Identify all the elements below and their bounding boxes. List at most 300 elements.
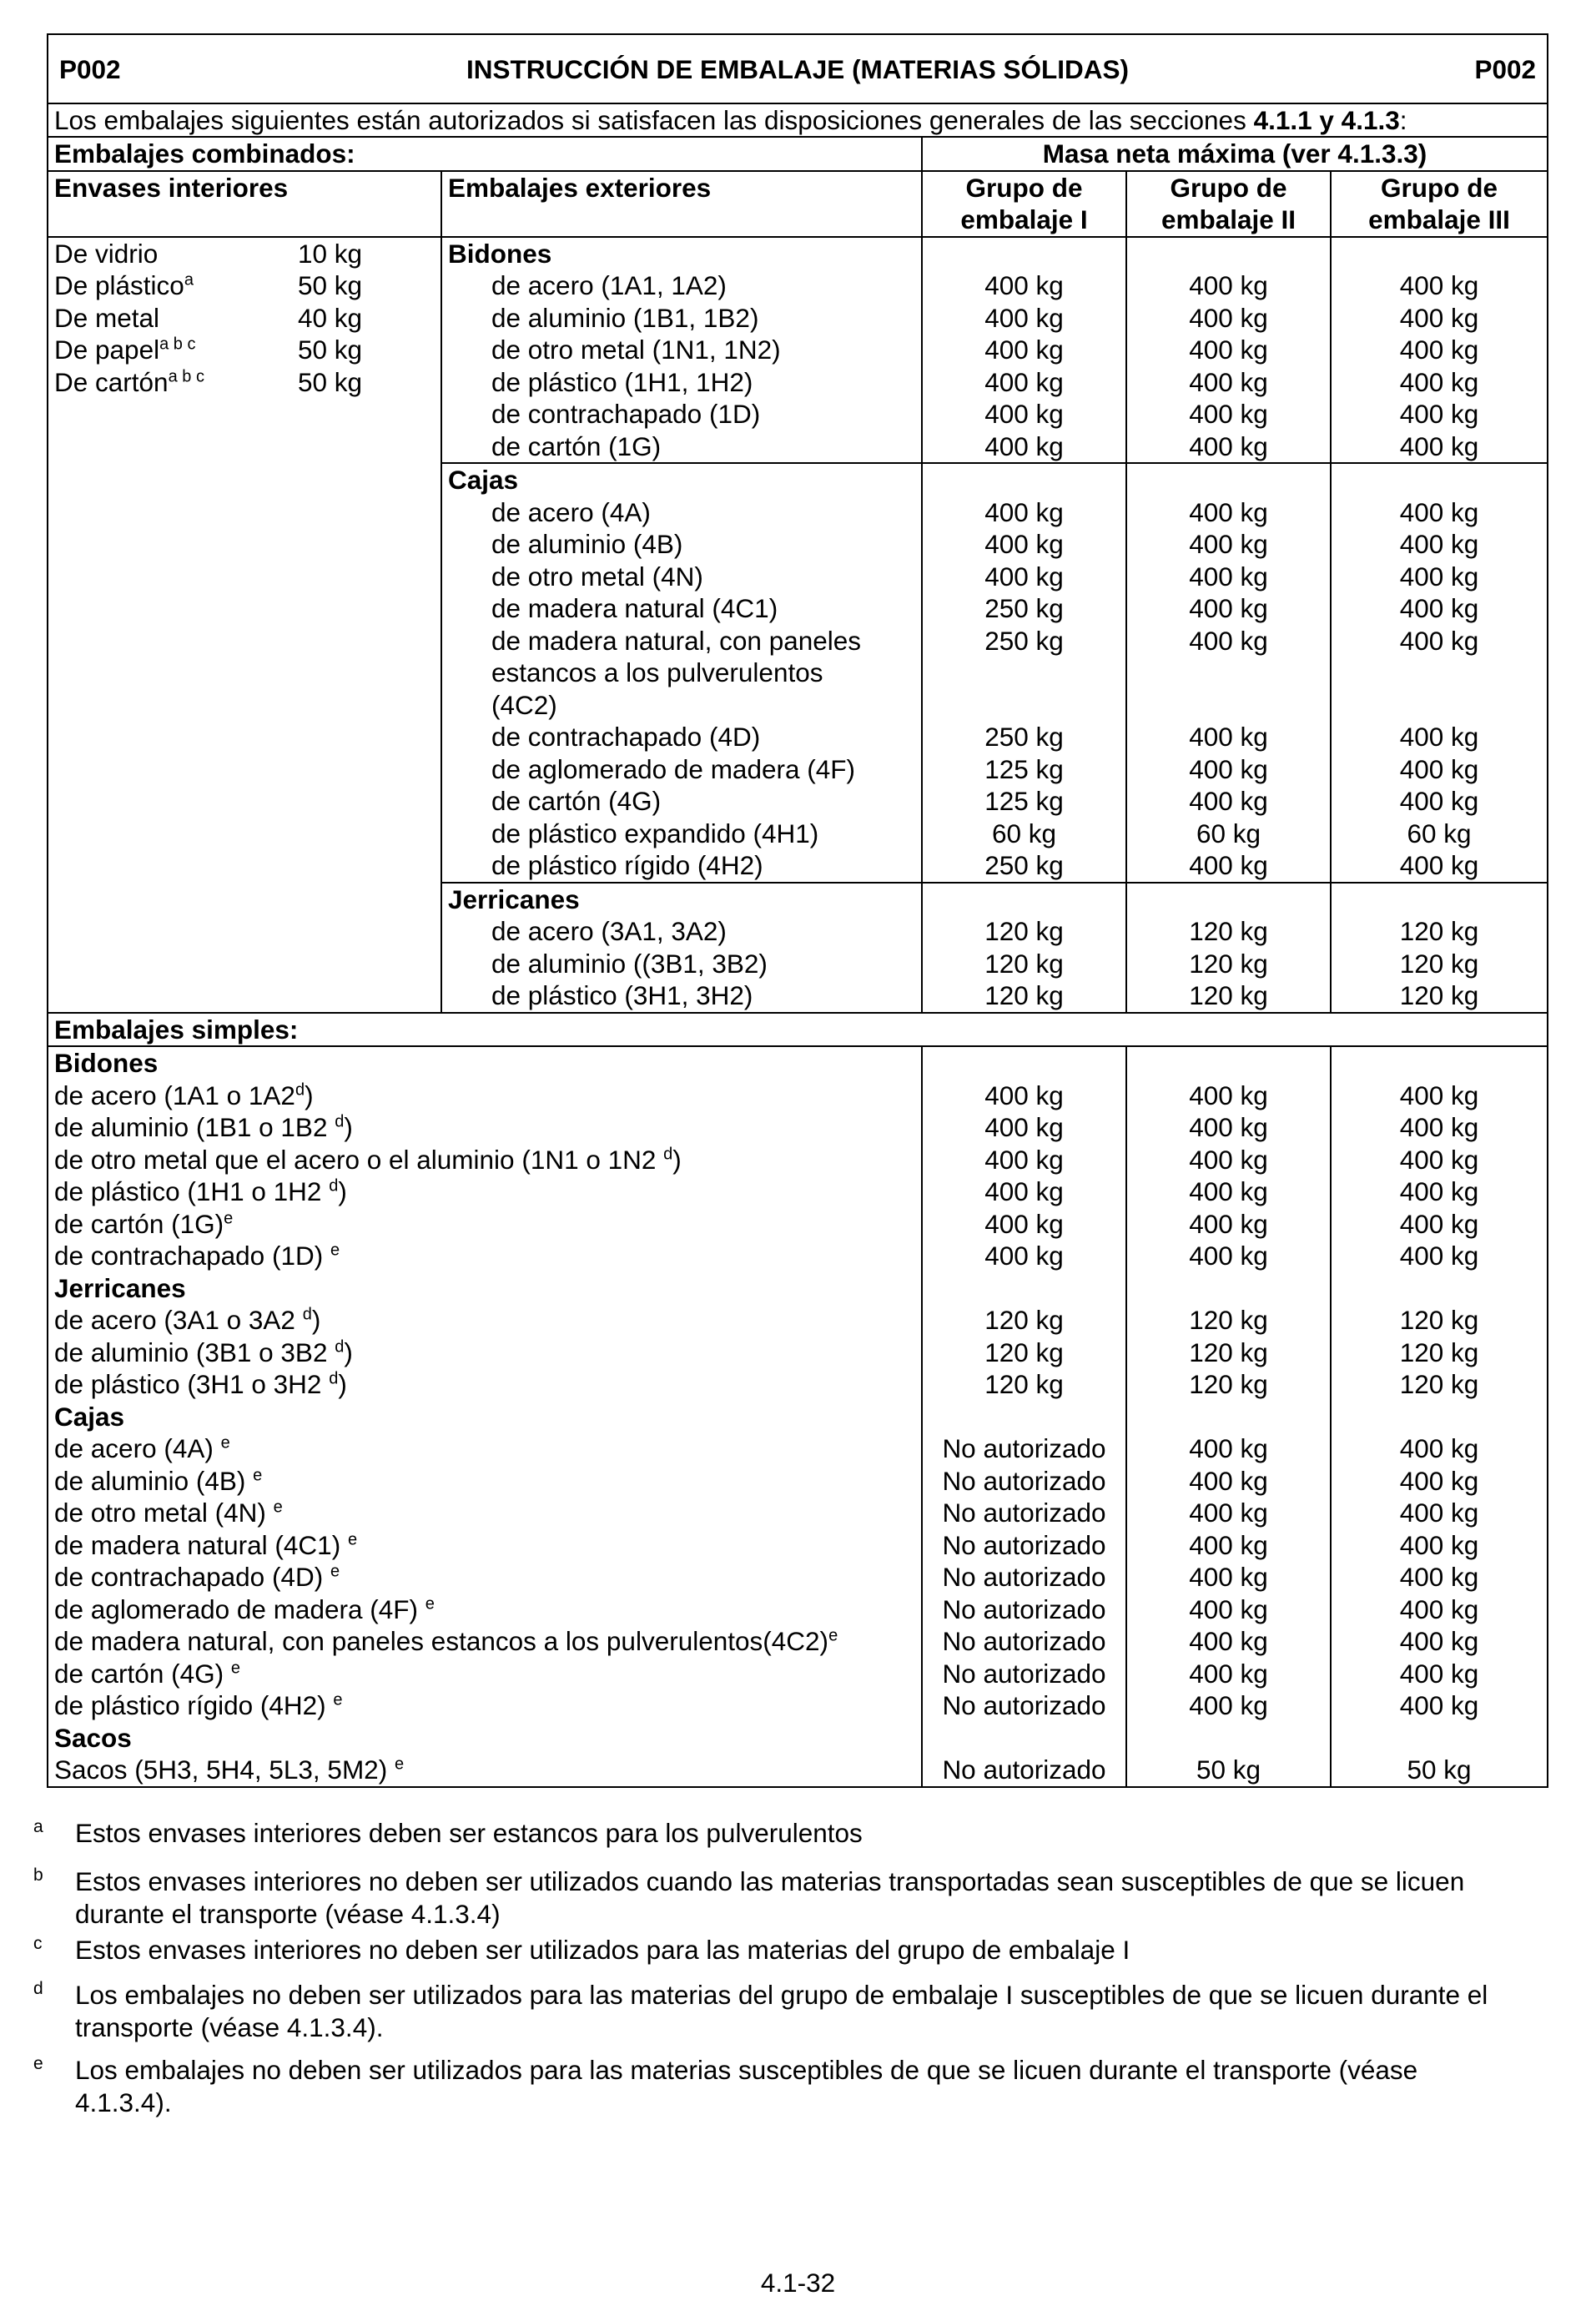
packing-group-value: No autorizado [942, 1465, 1106, 1496]
spacer [929, 1047, 1120, 1080]
intro-text: Los embalajes siguientes están autorizados si satisfacen las disposiciones generales de las secciones [54, 104, 1254, 135]
header-line: Grupo de [965, 172, 1083, 203]
packing-group-value: 400 kg [1189, 1433, 1268, 1463]
header-line: embalaje II [1160, 204, 1296, 234]
spacer [1133, 1401, 1324, 1433]
footnote-text: Los embalajes no deben ser utilizados para las materias susceptibles de que se licuen durante el transporte (véase 4.1.3.4). [75, 2055, 1418, 2117]
outer-packaging-label: de contrachapado (1D) [491, 399, 761, 429]
packing-group-value: 120 kg [1189, 980, 1268, 1010]
single-label-text: de aglomerado de madera (4F) [54, 1594, 425, 1624]
packing-group-value: 400 kg [1189, 1144, 1268, 1175]
single-label-text: de contrachapado (1D) [54, 1241, 330, 1271]
packing-group-value: 400 kg [1189, 302, 1268, 333]
packing-group-2-cell [1126, 883, 1331, 1013]
packing-group-value: 120 kg [1189, 1369, 1268, 1399]
spacer [1133, 1047, 1324, 1080]
packing-group-value: 400 kg [984, 1112, 1064, 1142]
footnote-ref: e [253, 1466, 263, 1484]
packing-group-value: 120 kg [984, 980, 1064, 1010]
spacer [1133, 884, 1324, 916]
single-packaging-label [54, 1111, 915, 1144]
page-number: 4.1-32 [760, 2268, 836, 2298]
inner-name-text: De plástico [54, 270, 184, 300]
packing-group-value: 125 kg [984, 753, 1064, 784]
intro-ref-1: 4.1.1 [1253, 104, 1312, 135]
inner-packaging-name [54, 366, 298, 399]
inner-packaging-name [54, 238, 298, 270]
single-label-text: de madera natural, con paneles estancos a los pulverulentos(4C2) [54, 1626, 829, 1656]
footnote-ref: d [335, 1337, 345, 1356]
outer-packaging-label: de aglomerado de madera (4F) [491, 753, 855, 784]
single-label-text: de cartón (4G) [54, 1658, 231, 1689]
packing-group-3-cell [1331, 883, 1548, 1013]
footnote-ref: d [663, 1145, 673, 1163]
single-packaging-label [54, 1529, 915, 1562]
footnote-ref: e [224, 1209, 234, 1227]
single-label-text: de acero (3A1 o 3A2 [54, 1305, 303, 1335]
packing-group-value: 400 kg [984, 1176, 1064, 1206]
spacer [929, 464, 1120, 496]
packing-group-value: 400 kg [1399, 850, 1479, 880]
combined-heading-row [48, 137, 1548, 171]
packing-group-value: 400 kg [1189, 1080, 1268, 1110]
packing-group-value: 120 kg [1399, 1337, 1479, 1367]
packing-group-value: 120 kg [1189, 1337, 1268, 1367]
packing-group-value: 400 kg [1189, 786, 1268, 816]
spacer [1337, 1722, 1541, 1755]
packing-group-header [1126, 171, 1331, 237]
packing-group-3-cell [1331, 237, 1548, 464]
footnote-text: Estos envases interiores deben ser estancos para los pulverulentos [75, 1818, 863, 1848]
inner-packaging-mass: 10 kg [298, 238, 363, 269]
packing-group-value: 250 kg [984, 850, 1064, 880]
single-packaging-label [54, 1304, 915, 1337]
packing-group-value: 400 kg [1399, 1465, 1479, 1496]
inner-packaging-mass: 50 kg [298, 335, 363, 365]
outer-packaging-label: estancos a los pulverulentos [491, 657, 823, 687]
packing-group-value: 400 kg [984, 270, 1064, 300]
packing-group-value: 400 kg [1399, 399, 1479, 429]
spacer [1337, 464, 1541, 496]
packing-group-value: 120 kg [1399, 1305, 1479, 1335]
spacer [1337, 1272, 1541, 1305]
header-line: embalaje III [1368, 204, 1510, 234]
footnote-ref: e [230, 1659, 240, 1677]
packing-group-value: 400 kg [1189, 430, 1268, 461]
footnote-ref: d [335, 1112, 345, 1131]
single-packaging-label [54, 1368, 915, 1401]
packing-group-value: 250 kg [984, 625, 1064, 656]
packing-group-value: 400 kg [1399, 786, 1479, 816]
single-label-text: de contrachapado (4D) [54, 1562, 330, 1592]
packing-group-value: 120 kg [984, 1337, 1064, 1367]
single-packaging-label [54, 1176, 915, 1208]
inner-packaging-name [54, 302, 298, 335]
single-packaging-label [54, 1432, 915, 1465]
packing-group-value: 400 kg [1399, 1176, 1479, 1206]
single-label-suffix: ) [344, 1337, 353, 1367]
outer-packaging-label: de plástico expandido (4H1) [491, 818, 819, 848]
packing-group-value: 400 kg [1189, 1658, 1268, 1689]
outer-packaging-label: de madera natural, con paneles [491, 625, 862, 656]
packing-group-value: 400 kg [1399, 722, 1479, 752]
combined-group-row [48, 463, 1548, 883]
packing-group-value: 400 kg [984, 1241, 1064, 1271]
single-label-text: de plástico rígido (4H2) [54, 1690, 334, 1720]
outer-packaging-label: de contrachapado (4D) [491, 722, 761, 752]
single-packaging-label [54, 1144, 915, 1176]
packing-group-value: 120 kg [1399, 916, 1479, 946]
packing-group-header [1331, 171, 1548, 237]
packing-group-value: 125 kg [984, 786, 1064, 816]
packing-group-value: 400 kg [1399, 1594, 1479, 1624]
packing-group-value: 400 kg [984, 302, 1064, 333]
spacer [929, 1272, 1120, 1305]
max-mass-heading: Masa neta máxima (ver 4.1.3.3) [922, 137, 1548, 171]
packing-group-value: 400 kg [1189, 1562, 1268, 1592]
inner-name-text: De papel [54, 335, 160, 365]
packing-group-value: 120 kg [1189, 948, 1268, 979]
inner-packaging-name [54, 334, 298, 366]
outer-group-title: Cajas [448, 465, 519, 495]
outer-packaging-label: de plástico rígido (4H2) [491, 850, 763, 880]
footnote-ref: e [273, 1498, 283, 1517]
intro-colon: : [1399, 104, 1407, 135]
outer-packaging-label: de otro metal (1N1, 1N2) [491, 335, 781, 365]
packing-group-value: 400 kg [1399, 270, 1479, 300]
packing-group-value: 120 kg [984, 916, 1064, 946]
single-packagings-cell [48, 1046, 922, 1787]
packing-group-value: 400 kg [1189, 722, 1268, 752]
packing-group-value: 120 kg [1399, 1369, 1479, 1399]
packing-group-value: 400 kg [1189, 496, 1268, 527]
single-label-text: de plástico (1H1 o 1H2 [54, 1176, 330, 1206]
single-packaging-label [54, 1625, 915, 1658]
outer-packaging-label: (4C2) [491, 689, 557, 720]
outer-packagings-cell [441, 883, 922, 1013]
single-packaging-label [54, 1208, 915, 1241]
packing-group-value: 400 kg [1189, 399, 1268, 429]
spacer [1133, 238, 1324, 270]
packing-group-value: No autorizado [942, 1755, 1106, 1785]
outer-packaging-label: de cartón (1G) [491, 430, 662, 461]
footnote-ref: e [347, 1530, 358, 1548]
packing-group-value: 400 kg [1399, 1498, 1479, 1528]
single-group-title: Jerricanes [54, 1272, 186, 1303]
combined-group-row [48, 883, 1548, 1013]
packing-group-value: No autorizado [942, 1562, 1106, 1592]
packing-group-value: No autorizado [942, 1690, 1106, 1720]
single-group-title: Bidones [54, 1048, 159, 1078]
packing-group-value: No autorizado [942, 1433, 1106, 1463]
packing-group-value: 400 kg [1399, 1112, 1479, 1142]
spacer [1133, 464, 1324, 496]
packing-group-value: 400 kg [984, 1208, 1064, 1239]
packing-group-value: 400 kg [984, 1144, 1064, 1175]
spacer [1337, 689, 1541, 722]
packing-group-value: 400 kg [1189, 1690, 1268, 1720]
outer-packaging-label: de cartón (4G) [491, 786, 662, 816]
single-label-suffix: ) [672, 1144, 682, 1175]
single-packaging-label [54, 1594, 915, 1626]
outer-packaging-label: de acero (3A1, 3A2) [491, 916, 727, 946]
packing-group-value: 400 kg [1189, 1208, 1268, 1239]
instruction-code-right: P002 [1474, 54, 1537, 84]
inner-packaging-mass: 40 kg [298, 302, 363, 333]
single-label-text: de cartón (1G) [54, 1208, 224, 1239]
packing-group-value: 400 kg [984, 561, 1064, 592]
single-label-text: de aluminio (4B) [54, 1465, 254, 1496]
packing-group-value: 400 kg [1399, 1144, 1479, 1175]
single-label-suffix: ) [311, 1305, 321, 1335]
title-row [48, 34, 1548, 103]
inner-packaging-item [54, 238, 435, 270]
spacer [929, 884, 1120, 916]
footnote-mark: d [33, 1979, 43, 1998]
packing-group-2-cell [1126, 463, 1331, 883]
packing-group-value: 400 kg [1189, 1529, 1268, 1560]
packing-group-value: 400 kg [1399, 335, 1479, 365]
inner-packaging-mass: 50 kg [298, 270, 363, 300]
packing-group-value: 400 kg [984, 335, 1064, 365]
outer-packaging-label: de plástico (3H1, 3H2) [491, 980, 753, 1010]
header-line: Grupo de [1381, 172, 1498, 203]
packing-group-value: 400 kg [984, 529, 1064, 559]
footnote-ref: e [425, 1594, 435, 1613]
single-group-title: Cajas [54, 1401, 125, 1432]
packing-group-value: 400 kg [1189, 1594, 1268, 1624]
outer-packaging-header: Embalajes exteriores [441, 171, 922, 237]
spacer [929, 657, 1120, 689]
footnote-text: Estos envases interiores no deben ser utilizados cuando las materias transportadas sean susceptibles de que se licuen durante el transporte (véase 4.1.3.4) [75, 1866, 1465, 1929]
packing-group-value: 50 kg [1196, 1755, 1261, 1785]
inner-name-text: De vidrio [54, 238, 159, 269]
spacer [929, 1401, 1120, 1433]
instruction-code-left: P002 [59, 54, 121, 84]
packing-group-value: No autorizado [942, 1658, 1106, 1689]
spacer [1337, 657, 1541, 689]
outer-packaging-label: de aluminio ((3B1, 3B2) [491, 948, 768, 979]
packing-group-value: No autorizado [942, 1529, 1106, 1560]
packing-group-value: 400 kg [984, 496, 1064, 527]
single-packaging-label [54, 1658, 915, 1690]
packing-group-value: 120 kg [1189, 1305, 1268, 1335]
packing-group-value: 400 kg [1189, 1176, 1268, 1206]
single-heading-row [48, 1013, 1548, 1047]
single-packaging-label [54, 1337, 915, 1369]
packing-group-value: 400 kg [984, 399, 1064, 429]
packing-group-value: 400 kg [1399, 561, 1479, 592]
packing-group-value: No autorizado [942, 1626, 1106, 1656]
header-line: Grupo de [1170, 172, 1287, 203]
packing-group-value: No autorizado [942, 1498, 1106, 1528]
packing-group-1-cell [922, 463, 1126, 883]
packing-group-value: 400 kg [1399, 366, 1479, 397]
single-packaging-label [54, 1497, 915, 1529]
packing-group-value: 400 kg [1399, 1562, 1479, 1592]
packing-group-value: 120 kg [984, 1305, 1064, 1335]
single-packing-group-2-cell [1126, 1046, 1331, 1787]
single-label-text: de aluminio (3B1 o 3B2 [54, 1337, 335, 1367]
single-packaging-label [54, 1240, 915, 1272]
outer-packaging-label: de madera natural (4C1) [491, 593, 778, 623]
inner-name-text: De cartón [54, 366, 169, 397]
packing-group-value: 50 kg [1407, 1755, 1472, 1785]
outer-packaging-label: de acero (1A1, 1A2) [491, 270, 727, 300]
packing-group-value: 120 kg [984, 1369, 1064, 1399]
single-label-text: de acero (4A) [54, 1433, 221, 1463]
footnote-mark: c [33, 1934, 43, 1953]
intro-ref-2: 4.1.3 [1341, 104, 1400, 135]
outer-group-title: Jerricanes [448, 884, 580, 914]
spacer [929, 1722, 1120, 1755]
packing-group-value: 400 kg [1189, 561, 1268, 592]
outer-packaging-label: de aluminio (1B1, 1B2) [491, 302, 759, 333]
packing-group-value: 120 kg [1399, 980, 1479, 1010]
footnote-ref: a b c [168, 367, 204, 385]
single-label-suffix: ) [338, 1369, 347, 1399]
inner-packaging-item [54, 366, 435, 399]
footnote-mark: a [33, 1817, 43, 1836]
packing-group-value: 400 kg [1399, 1208, 1479, 1239]
outer-packaging-label: de aluminio (4B) [491, 529, 683, 559]
packing-group-value: 400 kg [1189, 593, 1268, 623]
instruction-title: INSTRUCCIÓN DE EMBALAJE (MATERIAS SÓLIDAS) [466, 54, 1129, 84]
packing-group-value: 400 kg [1399, 529, 1479, 559]
footnote-mark: b [33, 1865, 43, 1885]
packing-group-1-cell [922, 237, 1126, 464]
single-packaging-label [54, 1561, 915, 1594]
spacer [1133, 657, 1324, 689]
single-heading: Embalajes simples: [48, 1013, 1548, 1047]
outer-packaging-label: de acero (4A) [491, 496, 651, 527]
packing-group-value: 400 kg [1189, 270, 1268, 300]
spacer [1337, 884, 1541, 916]
footnote-ref: e [330, 1241, 340, 1260]
single-label-suffix: ) [305, 1080, 314, 1110]
footnote-ref: d [295, 1080, 305, 1099]
packing-group-value: 400 kg [1399, 1433, 1479, 1463]
inner-packaging-item [54, 269, 435, 302]
packing-group-value: 400 kg [1189, 1498, 1268, 1528]
packing-group-value: 400 kg [1399, 593, 1479, 623]
packing-group-value: 400 kg [1399, 496, 1479, 527]
packing-group-value: 60 kg [991, 818, 1057, 848]
packing-group-value: 400 kg [1189, 1241, 1268, 1271]
single-label-text: de aluminio (1B1 o 1B2 [54, 1112, 335, 1142]
outer-group-title: Bidones [448, 238, 552, 269]
spacer [929, 238, 1120, 270]
packing-instruction-table [47, 33, 1548, 1788]
packing-group-value: 60 kg [1196, 818, 1261, 848]
inner-packaging-name [54, 269, 298, 302]
single-packaging-label [54, 1080, 915, 1112]
inner-packaging-item [54, 334, 435, 366]
single-label-text: de madera natural (4C1) [54, 1529, 348, 1560]
intro-conj: y [1312, 104, 1342, 135]
packing-group-value: 400 kg [1399, 1626, 1479, 1656]
packing-group-value: 400 kg [1189, 1465, 1268, 1496]
packing-group-value: 60 kg [1407, 818, 1472, 848]
packing-group-1-cell [922, 883, 1126, 1013]
single-label-text: de acero (1A1 o 1A2 [54, 1080, 295, 1110]
inner-packagings-continuation [48, 883, 441, 1013]
spacer [1133, 689, 1324, 722]
packing-group-value: 250 kg [984, 593, 1064, 623]
packing-group-value: 400 kg [1189, 1112, 1268, 1142]
packing-group-value: 400 kg [1399, 1690, 1479, 1720]
packing-group-value: 250 kg [984, 722, 1064, 752]
packing-group-value: 400 kg [1189, 366, 1268, 397]
inner-packaging-item [54, 302, 435, 335]
outer-packagings-cell [441, 463, 922, 883]
packing-group-value: 400 kg [1399, 1080, 1479, 1110]
footnote-text: Los embalajes no deben ser utilizados para las materias del grupo de embalaje I susceptibles de que se licuen durante el transporte (véase 4.1.3.4). [75, 1980, 1488, 2042]
single-body-row [48, 1046, 1548, 1787]
outer-packagings-cell [441, 237, 922, 464]
intro-row [48, 103, 1548, 138]
single-packing-group-3-cell [1331, 1046, 1548, 1787]
spacer [1337, 1047, 1541, 1080]
packing-group-header [922, 171, 1126, 237]
spacer [1337, 238, 1541, 270]
spacer [929, 689, 1120, 722]
outer-packaging-label: de plástico (1H1, 1H2) [491, 366, 753, 397]
packing-group-value: 400 kg [1399, 1529, 1479, 1560]
footnote-ref: d [329, 1369, 339, 1388]
single-label-text: de otro metal (4N) [54, 1498, 274, 1528]
packing-group-value: 400 kg [1189, 1626, 1268, 1656]
header-line: embalaje I [960, 204, 1088, 234]
packing-group-value: 400 kg [984, 1080, 1064, 1110]
single-packaging-label [54, 1689, 915, 1722]
single-packing-group-1-cell [922, 1046, 1126, 1787]
single-label-suffix: ) [344, 1112, 353, 1142]
single-label-text: Sacos (5H3, 5H4, 5L3, 5M2) [54, 1755, 395, 1785]
spacer [1133, 1272, 1324, 1305]
packing-group-value: 400 kg [1189, 850, 1268, 880]
footnote-ref: e [330, 1562, 340, 1581]
packing-group-2-cell [1126, 237, 1331, 464]
single-label-text: de plástico (3H1 o 3H2 [54, 1369, 330, 1399]
packing-group-value: 400 kg [984, 366, 1064, 397]
packing-group-value: 400 kg [1189, 625, 1268, 656]
single-label-text: de otro metal que el acero o el aluminio (1N1 o 1N2 [54, 1144, 664, 1175]
footnote-ref: e [828, 1626, 838, 1645]
packing-group-value: 400 kg [1399, 1658, 1479, 1689]
packing-group-value: 120 kg [1399, 948, 1479, 979]
footnote-text: Estos envases interiores no deben ser utilizados para las materias del grupo de embalaje I [75, 1935, 1130, 1965]
combined-heading: Embalajes combinados: [48, 137, 922, 171]
packing-group-value: 400 kg [1399, 1241, 1479, 1271]
column-header-row [48, 171, 1548, 237]
single-packaging-label [54, 1754, 915, 1786]
footnote-ref: d [302, 1305, 312, 1324]
packing-group-value: 400 kg [1399, 430, 1479, 461]
footnote-ref: a b c [159, 335, 196, 354]
inner-packaging-mass: 50 kg [298, 366, 363, 397]
single-packaging-label [54, 1465, 915, 1498]
packing-group-value: 400 kg [984, 430, 1064, 461]
combined-body-row [48, 237, 1548, 464]
footnote-mark: e [33, 2054, 43, 2073]
inner-packagings-cell [48, 237, 441, 464]
packing-group-value: 400 kg [1189, 335, 1268, 365]
spacer [1337, 1401, 1541, 1433]
footnote-ref: e [220, 1433, 230, 1453]
packing-group-value: 120 kg [1189, 916, 1268, 946]
inner-name-text: De metal [54, 302, 160, 333]
